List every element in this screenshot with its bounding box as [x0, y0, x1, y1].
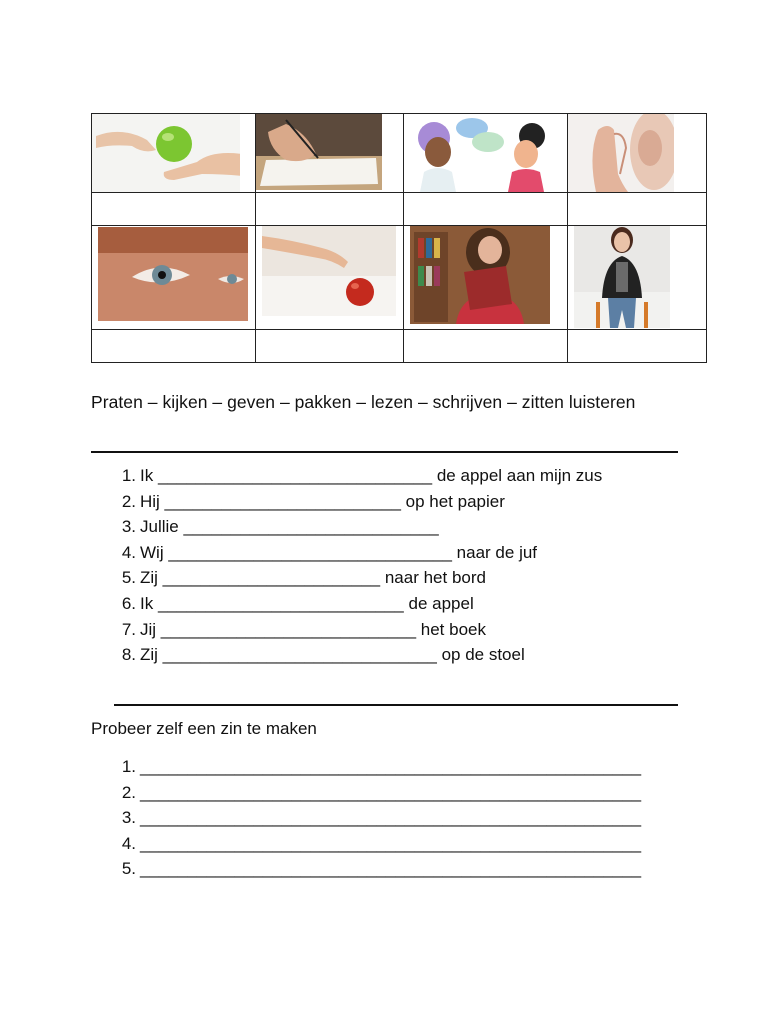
reading-woman-photo [410, 226, 550, 324]
eyes-photo [98, 227, 248, 321]
sitting-woman-photo [574, 226, 670, 328]
answer-cell-4[interactable] [568, 193, 707, 226]
exercise-item[interactable]: 8. Zij _____________________________ op de stoel [121, 645, 525, 665]
exercise-list [114, 463, 602, 668]
sentence-list [114, 754, 641, 882]
cell-write [256, 114, 404, 193]
cell-grab [256, 226, 404, 329]
answer-cell-3[interactable] [404, 193, 568, 226]
sentence-line[interactable]: 4. _____________________________________________________ [121, 833, 642, 853]
exercise-item[interactable]: 4. Wij ______________________________ naar de juf [121, 542, 538, 562]
cell-give-apple [92, 114, 256, 193]
sentence-line[interactable]: 1. _____________________________________________________ [121, 757, 642, 776]
sentence-line[interactable]: 3. _____________________________________________________ [121, 808, 642, 828]
answer-cell-6[interactable] [256, 329, 404, 362]
answer-cell-1[interactable] [92, 193, 256, 226]
cell-listen [568, 114, 707, 193]
exercise-item[interactable]: 3. Jullie ___________________________ [121, 517, 439, 537]
write-photo [256, 114, 382, 190]
grab-apple-photo [262, 226, 396, 316]
listening-ear-photo [568, 114, 674, 192]
talking-people-illustration [404, 114, 554, 192]
give-apple-photo [92, 114, 240, 192]
section-subtitle: Probeer zelf een zin te maken [91, 719, 317, 738]
answer-cell-8[interactable] [568, 329, 707, 362]
exercise-item[interactable]: 2. Hij _________________________ op het papier [121, 491, 505, 511]
cell-read [404, 226, 568, 329]
divider-line [91, 451, 678, 453]
cell-look [92, 226, 256, 329]
exercise-item[interactable]: 1. Ik _____________________________ de appel aan mijn zus [121, 466, 603, 485]
answer-cell-5[interactable] [92, 329, 256, 362]
exercise-item[interactable]: 6. Ik __________________________ de appel [121, 593, 474, 613]
word-bank: Praten – kijken – geven – pakken – lezen – schrijven – zitten luisteren [91, 392, 636, 412]
answer-cell-7[interactable] [404, 329, 568, 362]
sentence-line[interactable]: 5. _____________________________________________________ [121, 859, 642, 879]
cell-talk [404, 114, 568, 193]
exercise-item[interactable]: 7. Jij ___________________________ het boek [121, 619, 486, 639]
cell-sit [568, 226, 707, 329]
picture-table [91, 113, 707, 363]
sentence-line[interactable]: 2. _____________________________________________________ [121, 782, 642, 802]
divider-line [114, 704, 678, 706]
exercise-item[interactable]: 5. Zij _______________________ naar het bord [121, 568, 486, 588]
answer-cell-2[interactable] [256, 193, 404, 226]
